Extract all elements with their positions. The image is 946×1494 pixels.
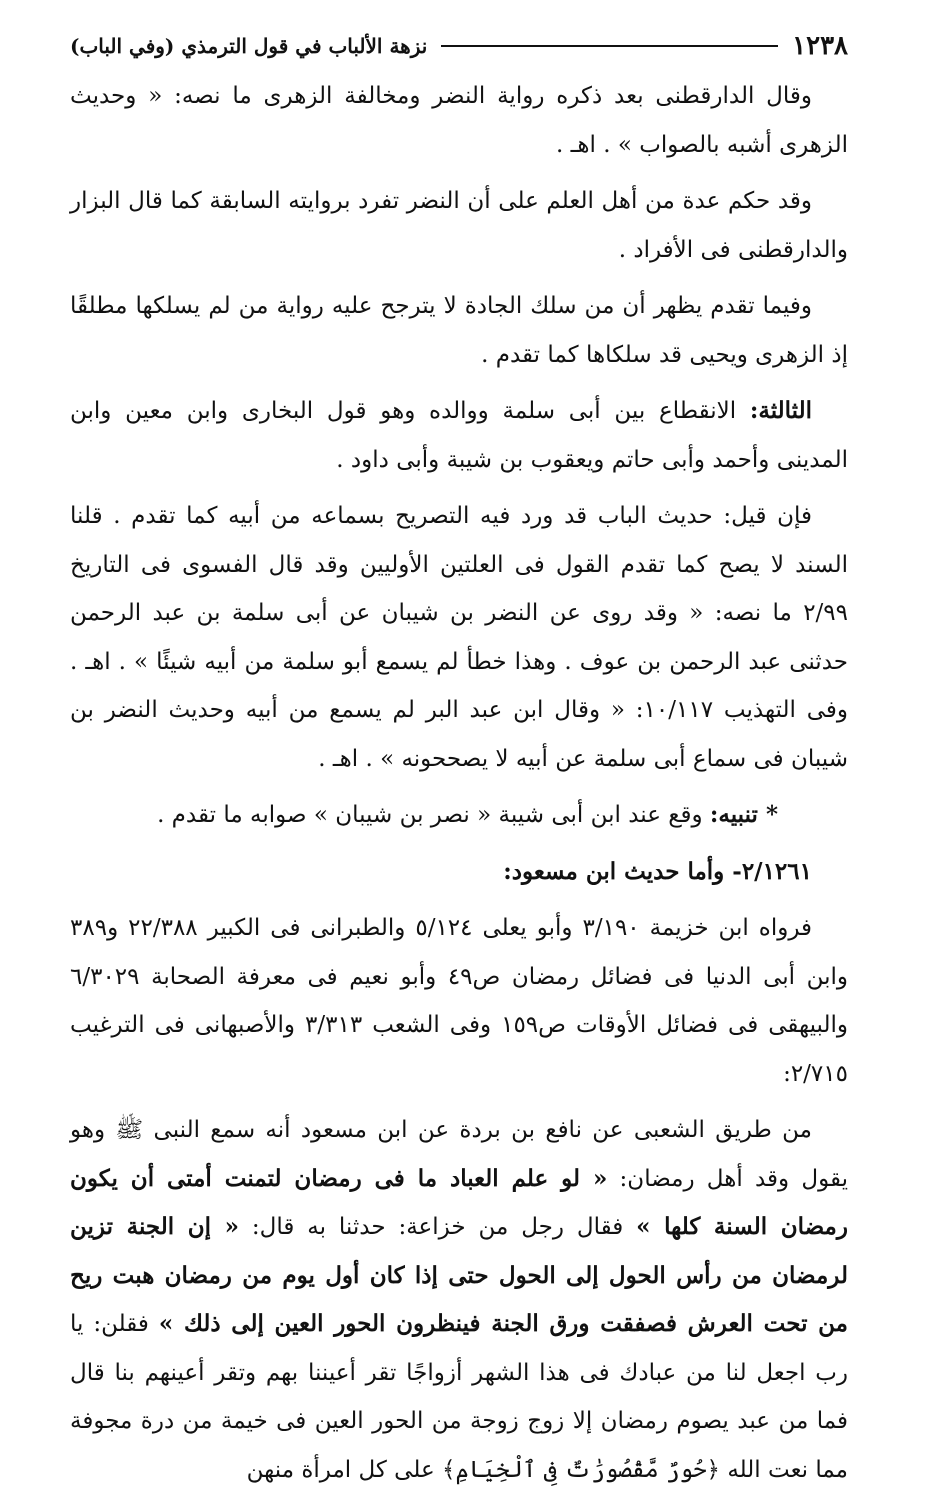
paragraph: وفيما تقدم يظهر أن من سلك الجادة لا يترجح عليه رواية من لم يسلكها مطلقًا إذ الزهرى ويحيى قد سلكاها كما تقدم . xyxy=(70,293,848,368)
paragraph-text: فقال رجل من خزاعة: حدثنا به قال: xyxy=(239,1214,637,1240)
page-header xyxy=(70,26,848,66)
hadith-text: « إن الجنة تزين لرمضان من رأس الحول إلى الحول حتى إذا كان أول يوم من رمضان هبت ريح من تحت العرش فصفقت ورق الجنة فينظرون الحور العين إلى ذلك » xyxy=(70,1213,848,1337)
section-label: الثالثة: xyxy=(749,397,812,424)
hadith-heading-text: ٢/١٢٦١- وأما حديث ابن مسعود: xyxy=(503,857,812,885)
running-title: نزهة الألباب في قول الترمذي (وفي الباب) xyxy=(70,34,428,58)
hadith-text: « لو علم العباد ما فى رمضان لتمنت أمتى أن يكون رمضان السنة كلها » xyxy=(70,1164,848,1240)
note-paragraph xyxy=(70,791,848,840)
note-label: * تنبيه: xyxy=(709,801,778,828)
quran-verse: ﴿حُورٌ مَّقْصُورَٰتٌ فِى ٱلْخِيَامِ﴾ xyxy=(442,1456,721,1483)
paragraph: فرواه ابن خزيمة ٣/١٩٠ وأبو يعلى ٥/١٢٤ والطبرانى فى الكبير ٢٢/٣٨٨ و٣٨٩ وابن أبى الدنيا فى فضائل رمضان ص٤٩ وأبو نعيم فى معرفة الصحابة ٦/٣٠٢٩ والبيهقى فى فضائل الأوقات ص١٥٩ وفى الشعب ٣/٣١٣ والأصبهانى فى الترغيب ٢/٧١٥: xyxy=(70,915,848,1087)
hadith-heading xyxy=(70,848,848,897)
paragraph: وقال الدارقطنى بعد ذكره رواية النضر ومخالفة الزهرى ما نصه: « وحديث الزهرى أشبه بالصواب » . اهـ . xyxy=(70,83,848,158)
paragraph xyxy=(70,1106,848,1494)
page-number: ١٢٣٨ xyxy=(792,31,848,61)
paragraph-text: على كل امرأة منهن xyxy=(246,1456,443,1483)
note-text: وقع عند ابن أبى شيبة « نصر بن شيبان » صوابه ما تقدم . xyxy=(157,802,710,828)
paragraph: وقد حكم عدة من أهل العلم على أن النضر تفرد بروايته السابقة كما قال البزار والدارقطنى فى الأفراد . xyxy=(70,188,848,263)
header-divider xyxy=(441,45,778,47)
paragraph-text: فقلن: يا رب اجعل لنا من عبادك فى هذا الشهر أزواجًا تقر أعيننا بهم وتقر أعينهم بنا قال فما من عبد يصوم رمضان إلا زوج زوجة من الحور العين فى خيمة من درة مجوفة مما نعت الله xyxy=(70,1311,849,1483)
paragraph xyxy=(70,387,848,484)
paragraph-text: الانقطاع بين أبى سلمة ووالده وهو قول البخارى وابن معين وابن المدينى وأحمد وأبى حاتم ويعقوب بن شيبة وأبى داود . xyxy=(70,398,848,473)
page-body xyxy=(70,72,848,1494)
paragraph-text: من طريق الشعبى عن نافع بن بردة عن ابن مسعود أنه سمع النبى ﷺ وهو يقول وقد أهل رمضان: xyxy=(70,1117,848,1192)
paragraph: فإن قيل: حديث الباب قد ورد فيه التصريح بسماعه من أبيه كما تقدم . قلنا السند لا يصح كما تقدم القول فى العلتين الأوليين وقد قال الفسوى فى التاريخ ٢/٩٩ ما نصه: « وقد روى عن النضر بن شيبان عن أبى سلمة بن عبد الرحمن حدثنى عبد الرحمن بن عوف . وهذا خطأ لم يسمع أبو سلمة من أبيه شيئًا » . اهـ . وفى التهذيب ١٠/١١٧: « وقال ابن عبد البر لم يسمع من أبيه وحديث النضر بن شيبان فى سماع أبى سلمة عن أبيه لا يصححونه » . اهـ . xyxy=(70,503,848,772)
